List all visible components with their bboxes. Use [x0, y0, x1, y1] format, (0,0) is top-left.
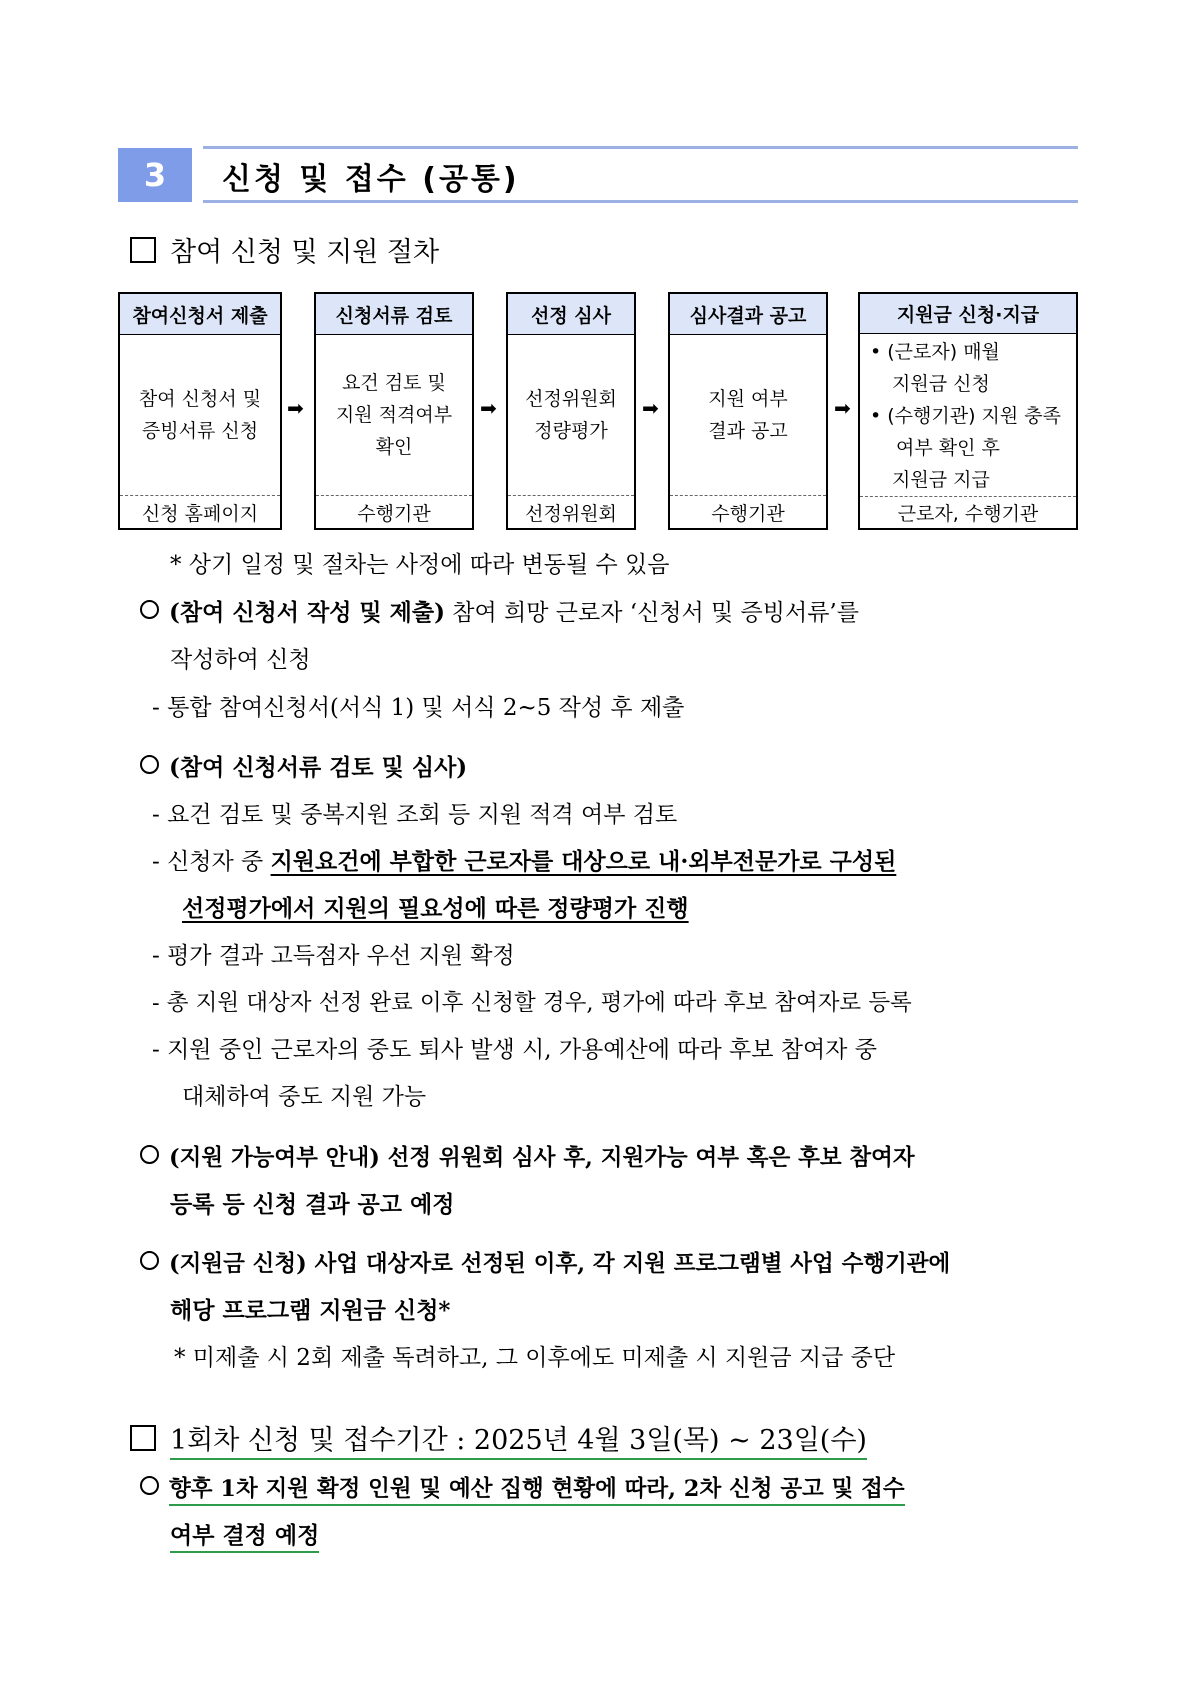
- period-heading: [130, 1418, 867, 1457]
- flow-step-line: 지원 적격여부: [335, 404, 453, 426]
- flow-step-body: [508, 335, 634, 495]
- flow-step-line: 지원금 지급: [892, 468, 990, 491]
- flow-step-list-item: [870, 336, 1000, 368]
- flow-step-head: 지원금 신청·지급: [860, 294, 1076, 334]
- item-review-sub3: - 평가 결과 고득점자 우선 지원 확정: [152, 943, 515, 969]
- flow-step-foot: 근로자, 수행기관: [860, 496, 1076, 528]
- item-text: 여부 결정 예정: [170, 1522, 319, 1553]
- flow-step-line: 증빙서류 신청: [141, 420, 259, 442]
- flow-step-line: 확인: [375, 436, 413, 458]
- section-title: 신청 및 접수 (공통): [222, 162, 520, 197]
- schedule-note: * 상기 일정 및 절차는 사정에 따라 변동될 수 있음: [170, 552, 670, 578]
- procedure-heading: [130, 230, 439, 269]
- flow-step-line: 결과 공고: [708, 420, 788, 442]
- item-application-line2: 작성하여 신청: [170, 647, 311, 673]
- flow-step-5: [858, 292, 1078, 530]
- flow-step-4: [668, 292, 828, 530]
- item-review-sub2-line2: 선정평가에서 지원의 필요성에 따른 정량평가 진행: [182, 895, 689, 922]
- circle-bullet-icon: [140, 600, 159, 619]
- flow-arrow-icon: ➡: [480, 396, 497, 420]
- flow-arrow-icon: ➡: [642, 396, 659, 420]
- item-text: 참여 희망 근로자 ‘신청서 및 증빙서류’를: [444, 600, 859, 626]
- checkbox-square-icon: [130, 237, 156, 263]
- circle-bullet-icon: [140, 1251, 159, 1270]
- flow-step-head: 참여신청서 제출: [120, 294, 280, 335]
- flow-step-body: [316, 335, 472, 495]
- item-application-line1: [140, 598, 859, 628]
- flow-step-1: [118, 292, 282, 530]
- bullet-icon: •: [870, 404, 882, 427]
- item-title: (참여 신청서류 검토 및 심사): [169, 754, 468, 781]
- flow-step-list-item: [870, 400, 1061, 432]
- period-heading-text: 1회차 신청 및 접수기간 : 2025년 4월 3일(목) ~ 23일(수): [170, 1425, 867, 1460]
- flow-step-foot: 선정위원회: [508, 495, 634, 528]
- item-review-sub2: [152, 847, 896, 877]
- flow-step-foot: 수행기관: [316, 495, 472, 528]
- flow-step-foot: 수행기관: [670, 495, 826, 528]
- procedure-heading-text: 참여 신청 및 지원 절차: [170, 237, 440, 268]
- period-item-line2: [170, 1521, 319, 1551]
- period-item-line1: [140, 1474, 905, 1504]
- flow-step-body: [860, 334, 1076, 496]
- item-review-sub4: - 총 지원 대상자 선정 완료 이후 신청할 경우, 평가에 따라 후보 참여자로 등록: [152, 990, 912, 1016]
- item-grant-line1: [140, 1249, 950, 1279]
- item-text: 향후 1차 지원 확정 인원 및 예산 집행 현황에 따라, 2차 신청 공고 및 접수: [169, 1476, 905, 1506]
- flow-step-body: [670, 335, 826, 495]
- flow-step-line: 지원 여부: [708, 388, 788, 410]
- item-grant-line2: 해당 프로그램 지원금 신청*: [170, 1297, 451, 1324]
- flow-step-line: 참여 신청서 및: [138, 388, 262, 410]
- flow-step-line: (수행기관) 지원 충족: [887, 404, 1062, 427]
- flow-step-line: 정량평가: [534, 420, 608, 442]
- item-title: (참여 신청서 작성 및 제출): [169, 599, 445, 626]
- item-text: (지원 가능여부 안내) 선정 위원회 심사 후, 지원가능 여부 혹은 후보 참여자: [169, 1145, 915, 1171]
- flow-step-line: (근로자) 매월: [887, 340, 1000, 363]
- section-rule-bottom: [203, 200, 1078, 203]
- item-application-sub1: - 통합 참여신청서(서식 1) 및 서식 2~5 작성 후 제출: [152, 695, 685, 721]
- flow-step-2: [314, 292, 474, 530]
- section-rule-top: [203, 146, 1078, 149]
- item-text: (지원금 신청) 사업 대상자로 선정된 이후, 각 지원 프로그램별 사업 수행기관에: [169, 1251, 951, 1277]
- flow-step-head: 심사결과 공고: [670, 294, 826, 335]
- flow-arrow-icon: ➡: [834, 396, 851, 420]
- flow-arrow-icon: ➡: [287, 396, 304, 420]
- bullet-icon: •: [870, 340, 882, 363]
- checkbox-square-icon: [130, 1425, 156, 1451]
- item-grant-note: * 미제출 시 2회 제출 독려하고, 그 이후에도 미제출 시 지원금 지급 중단: [174, 1345, 896, 1371]
- item-notice-line2: 등록 등 신청 결과 공고 예정: [170, 1191, 455, 1218]
- item-review-sub1: - 요건 검토 및 중복지원 조회 등 지원 적격 여부 검토: [152, 802, 678, 828]
- flow-step-line: 여부 확인 후: [896, 436, 1000, 459]
- circle-bullet-icon: [140, 755, 159, 774]
- flow-step-line: 선정위원회: [525, 388, 617, 410]
- flow-step-foot: 신청 홈페이지: [120, 495, 280, 528]
- item-review-sub5-line2: 대체하여 중도 지원 가능: [182, 1084, 427, 1110]
- item-text: - 신청자 중: [152, 849, 271, 875]
- item-review-line1: [140, 753, 467, 783]
- circle-bullet-icon: [140, 1476, 159, 1495]
- item-notice-line1: [140, 1143, 915, 1173]
- circle-bullet-icon: [140, 1145, 159, 1164]
- item-review-sub5: - 지원 중인 근로자의 중도 퇴사 발생 시, 가용예산에 따라 후보 참여자 중: [152, 1037, 877, 1063]
- flow-step-3: [506, 292, 636, 530]
- flow-step-head: 신청서류 검토: [316, 294, 472, 335]
- flow-step-line: 지원금 신청: [892, 372, 990, 395]
- flow-step-line: 요건 검토 및: [342, 372, 446, 394]
- flow-step-head: 선정 심사: [508, 294, 634, 335]
- item-text-underlined: 지원요건에 부합한 근로자를 대상으로 내·외부전문가로 구성된: [270, 848, 897, 875]
- flow-step-body: [120, 335, 280, 495]
- section-number: 3: [118, 148, 192, 202]
